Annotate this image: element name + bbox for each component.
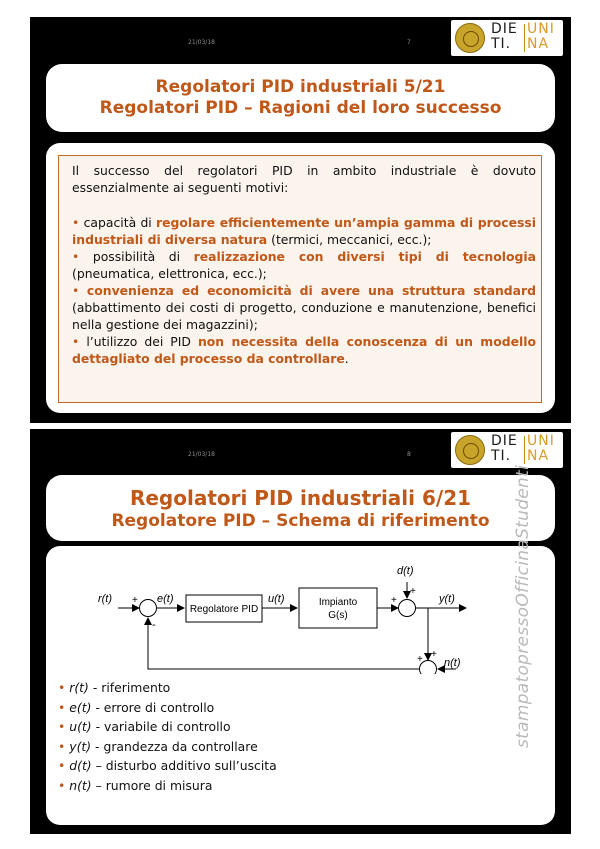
feedback-return-line [148,618,419,669]
legend-item: • n(t) – rumore di misura [58,777,213,793]
legend-item: • d(t) – disturbo additivo sull’uscita [58,758,277,774]
pid-block-label: Regolatore PID [189,604,259,615]
sign-plus-5: + [417,654,423,665]
label-n: n(t) [444,657,461,669]
logo-text-right: UNI NA [527,433,555,464]
sign-plus-4: + [431,649,437,660]
bullet-3: • convenienza ed economicità di avere una struttura standard (abbattimento dei costi di progetto, conduzione e manutenzione, benefici nella gestione dei magazzini); [72,283,536,332]
label-d: d(t) [397,565,414,577]
logo-text-right: UNI NA [527,21,555,52]
legend-item: • r(t) - riferimento [58,680,171,695]
university-seal-icon [455,435,485,465]
slide-number: 8 [407,451,411,458]
logo-text-left: DIE TI. [491,21,518,52]
plant-label-1: Impianto [318,597,358,608]
slide-content [46,143,555,413]
title-line-2: Regolatore PID – Schema di riferimento [111,511,490,531]
sign-plus-1: + [132,595,138,606]
plant-block [299,588,377,628]
label-r: r(t) [97,593,112,605]
legend-item: • e(t) - errore di controllo [58,699,215,715]
bullet-icon: • [58,699,70,715]
label-e: e(t) [157,593,174,605]
bullet-icon: • [72,334,87,349]
slide-title [46,475,555,541]
plant-label-2: G(s) [328,610,348,621]
slide-date: 21/03/18 [188,39,215,46]
bullet-icon: • [72,249,93,264]
logo-divider [524,24,525,52]
bullet-4: • l’utilizzo dei PID non necessita della conoscenza di un modello dettagliato del processo da controllare. [72,334,536,366]
bullet-icon: • [58,738,70,754]
text-panel [58,155,542,403]
title-line-1: Regolatori PID industriali 6/21 [129,486,472,510]
intro-text: Il successo del regolatori PID in ambito industriale è dovuto essenzialmente ai seguenti motivi: [72,163,536,195]
legend-item: • u(t) - variabile di controllo [58,719,231,735]
sign-minus-1: - [152,619,156,631]
slide-content [46,546,555,825]
sign-plus-3: + [410,586,416,597]
title-line-1: Regolatori PID industriali 5/21 [155,77,446,97]
label-u: u(t) [268,593,285,605]
summing-junction-1 [140,600,157,617]
label-y: y(t) [439,593,455,605]
bullet-1: • capacità di regolare efficientemente un’ampia gamma di processi industriali di diversa natura (termici, meccanici, ecc.); [72,215,536,247]
slide-1 [30,17,571,423]
summing-junction-2 [399,600,416,617]
block-diagram [46,546,555,674]
legend-item: • y(t) - grandezza da controllare [58,738,258,754]
bullet-2: • possibilità di realizzazione con diversi tipi di tecnologia (pneumatica, elettronica, ecc.); [72,249,536,281]
bullet-icon: • [58,680,70,695]
university-seal-icon [455,23,485,53]
title-line-2: Regolatori PID – Ragioni del loro successo [99,98,502,118]
bullet-icon: • [58,758,70,774]
signal-legend [58,678,277,796]
dieti-logo [451,20,563,56]
bullet-icon: • [58,777,70,793]
slide-2 [30,429,571,834]
bullet-icon: • [72,215,84,230]
logo-text-left: DIE TI. [491,433,518,464]
slide-title [46,64,555,132]
sign-plus-2: + [391,595,397,606]
slide-date: 21/03/18 [188,451,215,458]
bullet-icon: • [72,283,87,298]
watermark: stampatopressoOfficinaStudenti [513,464,533,748]
bullet-icon: • [58,719,70,735]
slide-number: 7 [407,39,411,46]
